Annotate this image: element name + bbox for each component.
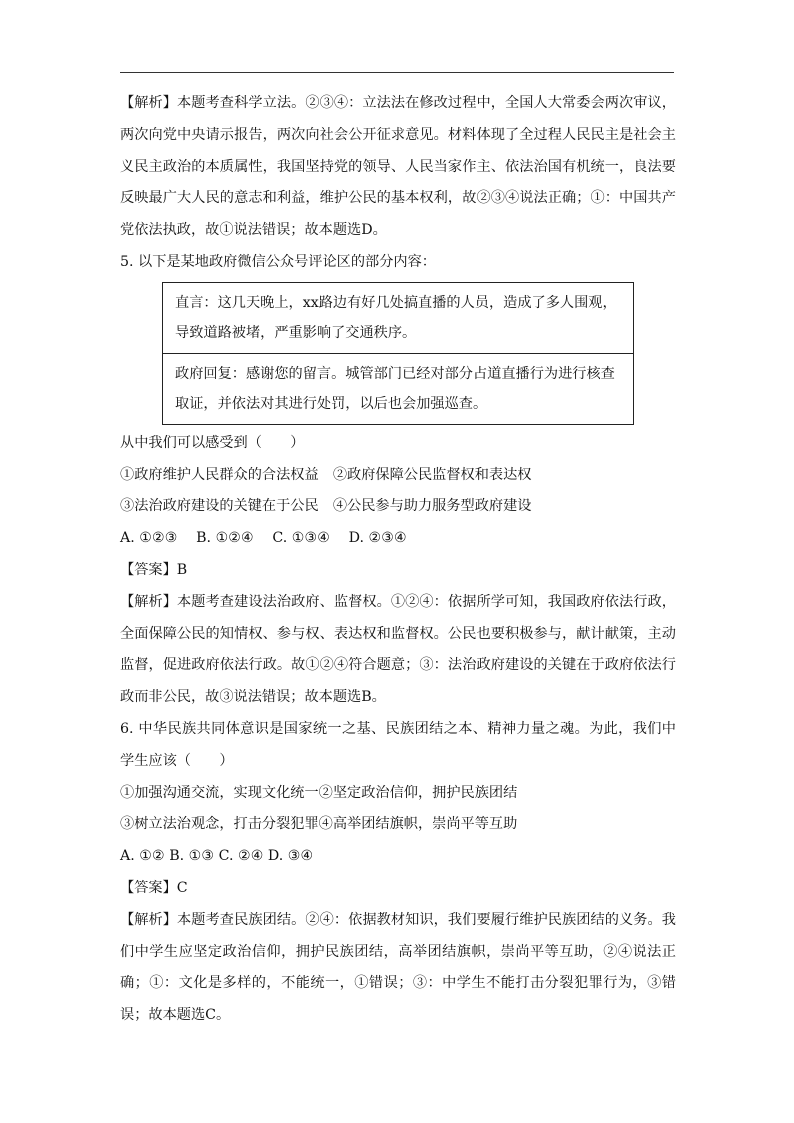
q5-comment-row: 直言：这几天晚上，xx路边有好几处搞直播的人员，造成了多人围观，导致道路被堵，严重影响了交通秩序。 (175, 294, 617, 341)
page-content (120, 88, 676, 1032)
q6-stem: 6. 中华民族共同体意识是国家统一之基、民族团结之本、精神力量之魂。为此，我们中学生应该（ ） (120, 720, 676, 769)
q6-answer: 【答案】C (120, 879, 188, 896)
q5-options-line2: ③法治政府建设的关键在于公民 ④公民参与助力服务型政府建设 (120, 498, 532, 515)
q5-comment-table (162, 282, 634, 425)
q5-answer: 【答案】B (120, 561, 188, 578)
q5-choices: A. ①②③ B. ①②④ C. ①③④ D. ②③④ (120, 530, 407, 547)
q6-options-line2: ③树立法治观念，打击分裂犯罪④高举团结旗帜，崇尚平等互助 (120, 816, 518, 833)
q5-stem: 5. 以下是某地政府微信公众号评论区的部分内容： (120, 253, 436, 270)
header-rule (120, 72, 674, 73)
q5-reply-row: 政府回复：感谢您的留言。城管部门已经对部分占道直播行为进行核查取证，并依法对其进行处罚，以后也会加强巡查。 (163, 353, 633, 424)
q6-options-line1: ①加强沟通交流，实现文化统一②坚定政治信仰，拥护民族团结 (120, 784, 518, 801)
q5-prompt: 从中我们可以感受到（ ） (120, 434, 305, 451)
q5-analysis: 【解析】本题考查建设法治政府、监督权。①②④：依据所学可知，我国政府依法行政，全面保障公民的知情权、参与权、表达权和监督权。公民也要积极参与，献计献策，主动监督，促进政府依法行政。故①②④符合题意；③：法治政府建设的关键在于政府依法行政而非公民，故③说法错误；故本题选B。 (120, 593, 676, 706)
q5-options-line1: ①政府维护人民群众的合法权益 ②政府保障公民监督权和表达权 (120, 466, 532, 483)
q4-analysis: 【解析】本题考查科学立法。②③④：立法法在修改过程中，全国人大常委会两次审议，两次向党中央请示报告，两次向社会公开征求意见。材料体现了全过程人民民主是社会主义民主政治的本质属性，我国坚持党的领导、人民当家作主、依法治国有机统一，良法要反映最广大人民的意志和利益，维护公民的基本权利，故②③④说法正确；①：中国共产党依法执政，故①说法错误；故本题选D。 (120, 95, 676, 239)
q6-analysis: 【解析】本题考查民族团结。②④：依据教材知识，我们要履行维护民族团结的义务。我们中学生应坚定政治信仰，拥护民族团结，高举团结旗帜，崇尚平等互助，②④说法正确；①：文化是多样的，不能统一，①错误；③：中学生不能打击分裂犯罪行为，③错误；故本题选C。 (120, 911, 676, 1024)
q6-choices: A. ①② B. ①③ C. ②④ D. ③④ (120, 848, 314, 865)
